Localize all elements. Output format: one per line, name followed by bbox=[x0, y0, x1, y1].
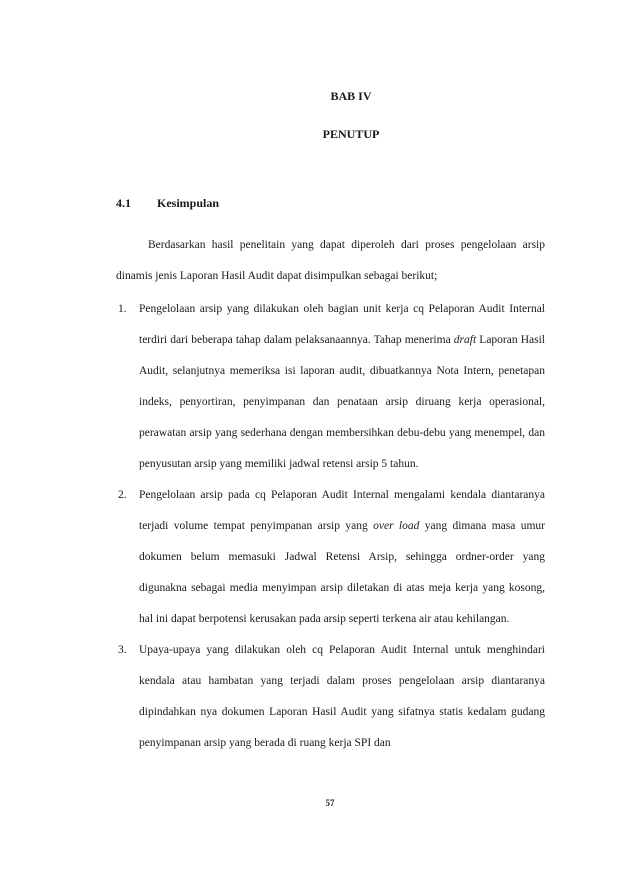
conclusion-list bbox=[116, 294, 545, 759]
page-number: 57 bbox=[325, 798, 335, 808]
section-number: 4.1 bbox=[116, 196, 131, 210]
chapter-label: BAB IV bbox=[330, 89, 372, 103]
list-item-italic: draft bbox=[453, 334, 477, 346]
list-item bbox=[116, 480, 545, 635]
list-item-text: Pengelolaan arsip pada cq Pelaporan Audit Internal mengalami kendala diantaranya terjadi volume tempat penyimpanan arsip yang bbox=[139, 489, 545, 532]
intro-paragraph: Berdasarkan hasil penelitain yang dapat diperoleh dari proses pengelolaan arsip dinamis jenis Laporan Hasil Audit dapat disimpulkan sebagai berikut; bbox=[116, 239, 545, 282]
section-heading bbox=[116, 196, 219, 211]
list-marker: 2. bbox=[118, 489, 127, 501]
list-marker: 1. bbox=[118, 303, 127, 315]
list-item bbox=[116, 635, 545, 759]
list-item-italic: over load bbox=[373, 520, 420, 532]
list-item-text: Upaya-upaya yang dilakukan oleh cq Pelaporan Audit Internal untuk menghindari kendala atau hambatan yang terjadi dalam proses pengelolaan arsip diantaranya dipindahkan nya dokumen Laporan Hasil Audit yang sifatnya statis kedalam gudang penyimpanan arsip yang berada di ruang kerja SPI dan bbox=[139, 644, 545, 749]
list-item-text-cont: Laporan Hasil Audit, selanjutnya memeriksa isi laporan audit, dibuatkannya Nota Intern, penetapan indeks, penyortiran, penyimpanan dan penataan arsip diruang kerja operasional, perawatan arsip yang sederhana dengan membersihkan debu-debu yang menempel, dan penyusutan arsip yang memiliki jadwal retensi arsip 5 tahun. bbox=[139, 334, 545, 470]
section-title: Kesimpulan bbox=[157, 196, 220, 210]
list-marker: 3. bbox=[118, 644, 127, 656]
list-item-text: Pengelolaan arsip yang dilakukan oleh bagian unit kerja cq Pelaporan Audit Internal terdiri dari beberapa tahap dalam pelaksanaannya. Tahap menerima bbox=[139, 303, 545, 346]
chapter-title: PENUTUP bbox=[322, 127, 380, 141]
list-item bbox=[116, 294, 545, 480]
list-item-text-cont: yang dimana masa umur dokumen belum memasuki Jadwal Retensi Arsip, sehingga ordner-order yang digunakna sebagai media menyimpan arsip diletakan di atas meja kerja yang kosong, hal ini dapat berpotensi kerusakan pada arsip seperti terkena air atau kehilangan. bbox=[139, 520, 545, 625]
